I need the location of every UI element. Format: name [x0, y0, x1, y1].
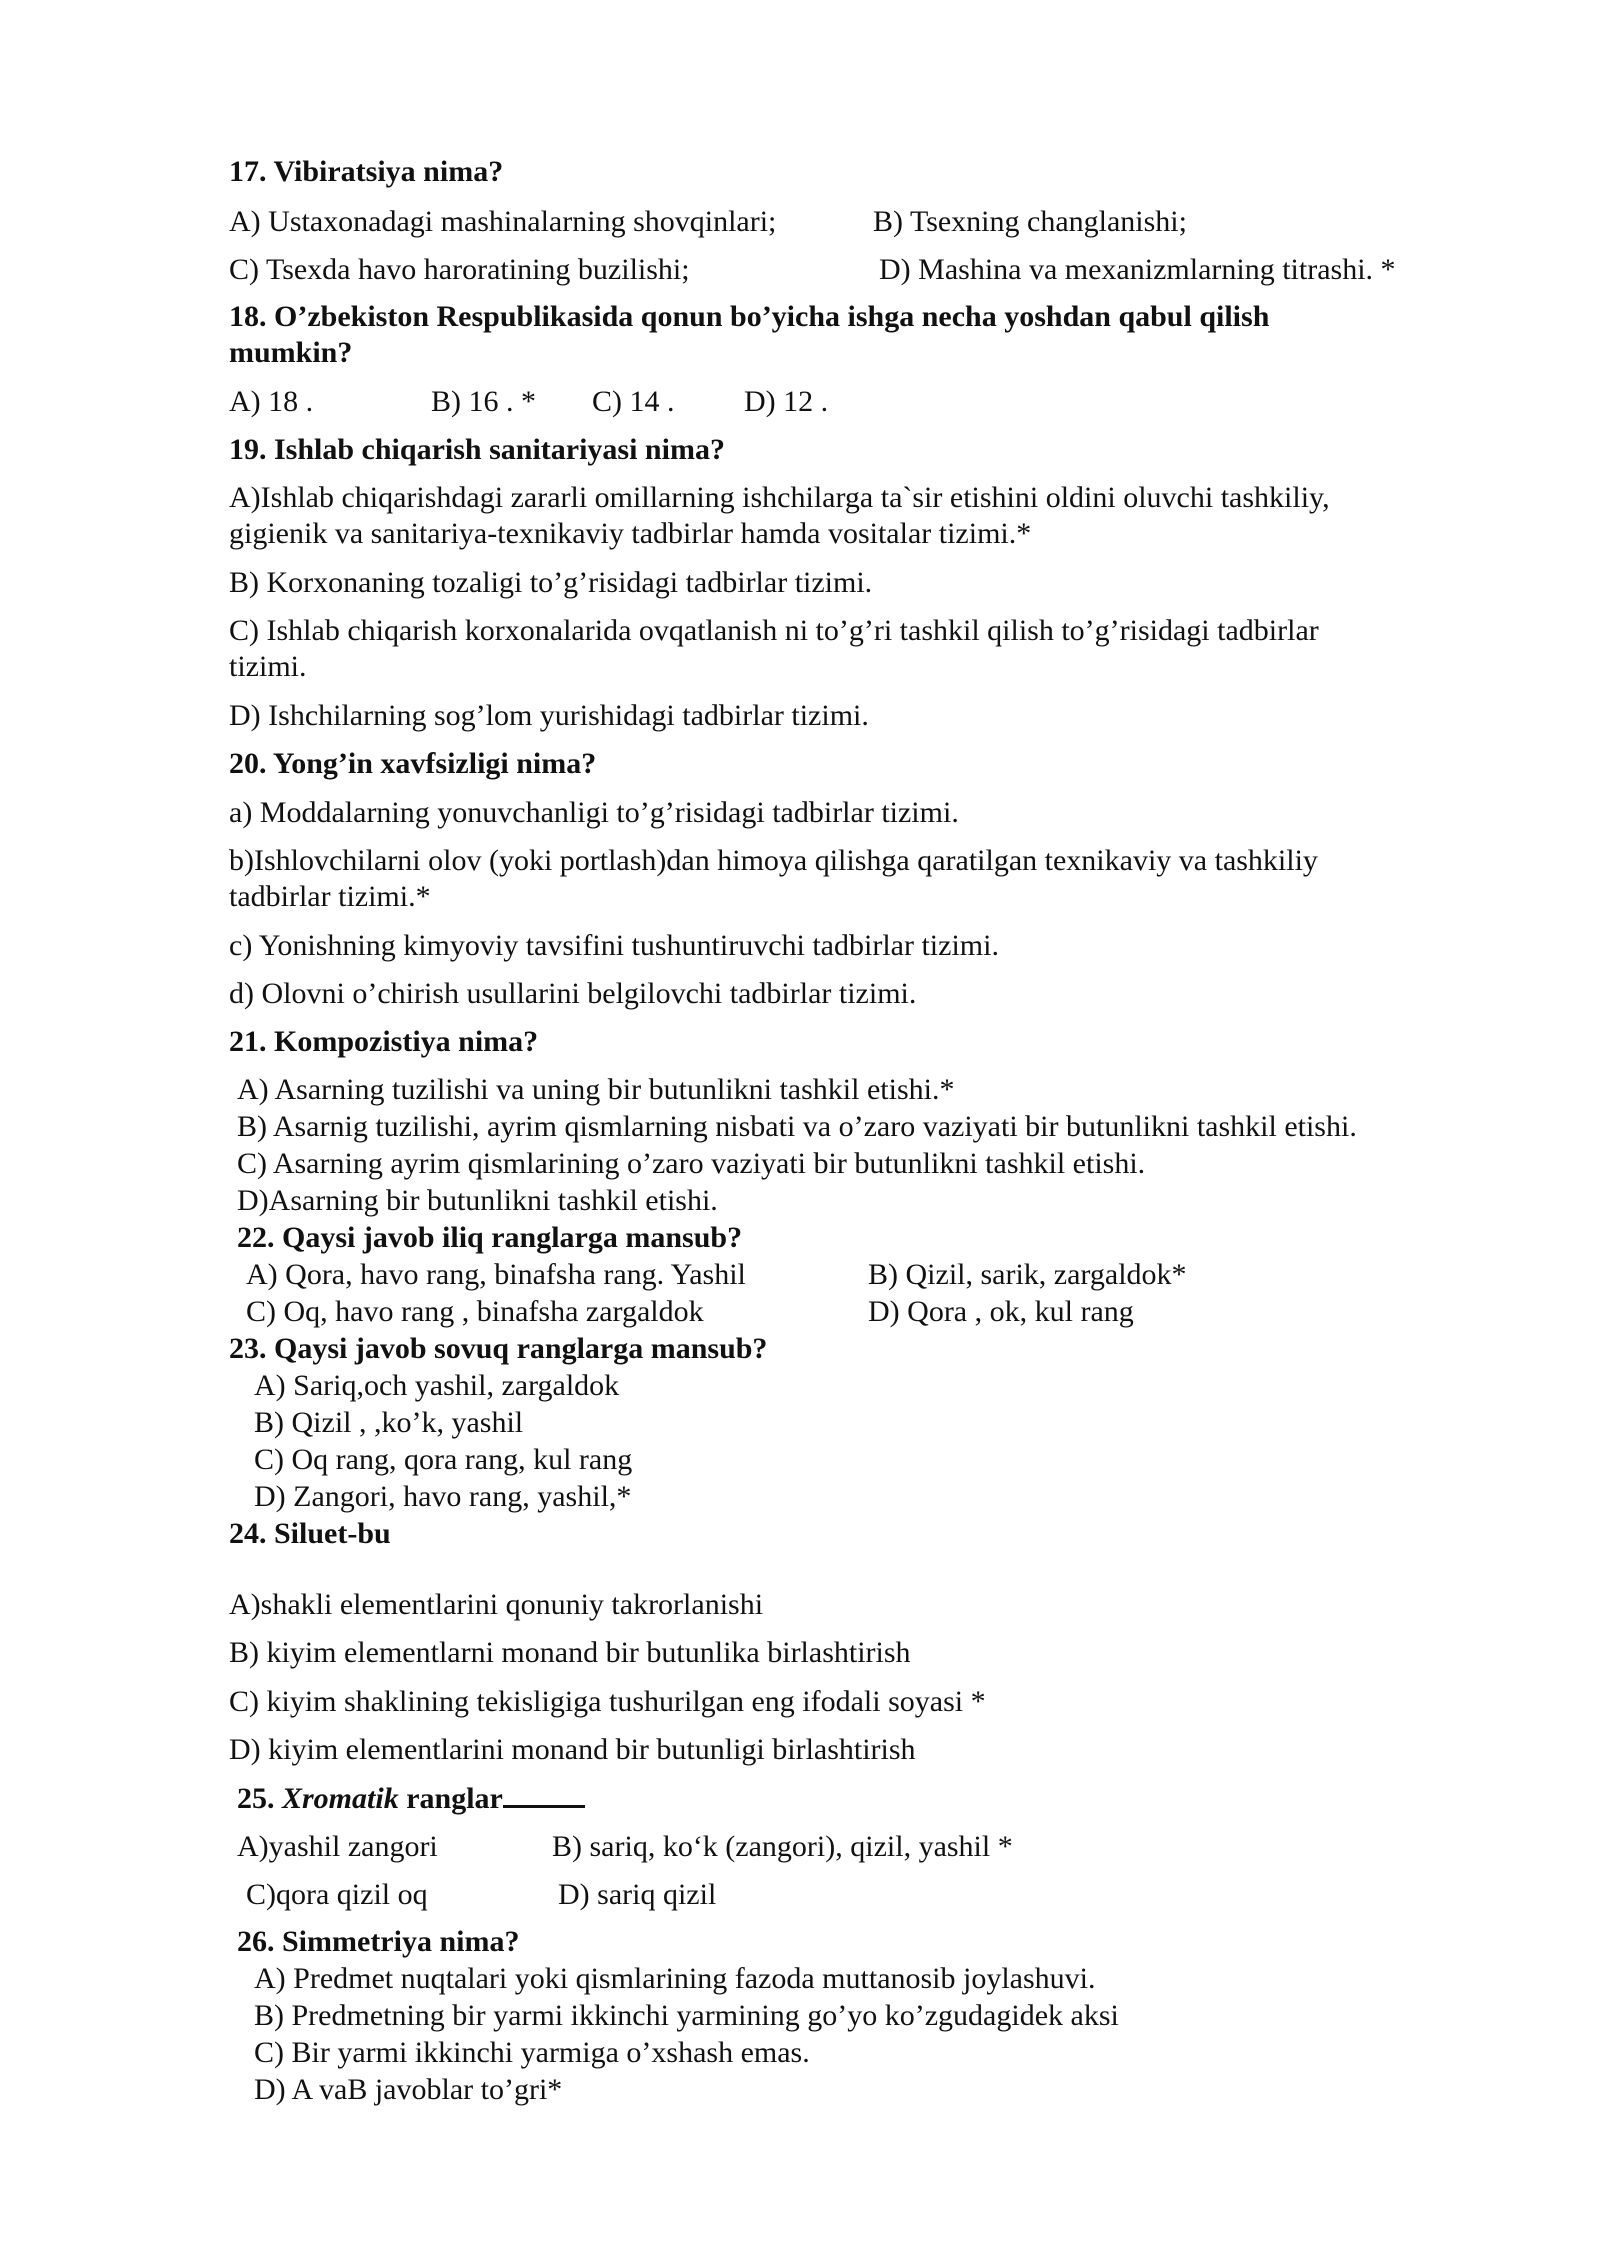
question-19-option-a-line2: gigienik va sanitariya-texnikaviy tadbirlar hamda vositalar tizimi.*	[229, 517, 1032, 550]
question-23-option-c: C) Oq rang, qora rang, kul rang	[254, 1443, 633, 1476]
question-18-option-d: D) 12 .	[744, 385, 829, 418]
question-24-option-d: D) kiyim elementlarini monand bir butunligi birlashtirish	[229, 1733, 916, 1766]
question-24-title: 24. Siluet-bu	[229, 1517, 391, 1550]
question-18-title-line2: mumkin?	[229, 336, 353, 369]
question-26-option-b: B) Predmetning bir yarmi ikkinchi yarmining go’yo ko’zgudagidek aksi	[254, 1999, 1119, 2032]
question-23-option-b: B) Qizil , ,ko’k, yashil	[254, 1406, 524, 1439]
question-25-number: 25.	[237, 1782, 275, 1815]
question-21-title: 21. Kompozistiya nima?	[229, 1025, 539, 1058]
question-25-option-d: D) sariq qizil	[558, 1878, 717, 1911]
question-17-option-b: B) Tsexning changlanishi;	[873, 205, 1187, 238]
question-19-option-b: B) Korxonaning tozaligi to’g’risidagi tadbirlar tizimi.	[229, 566, 873, 599]
question-26-option-a: A) Predmet nuqtalari yoki qismlarining fazoda muttanosib joylashuvi.	[254, 1962, 1096, 1995]
question-21-option-d: D)Asarning bir butunlikni tashkil etishi.	[237, 1184, 718, 1217]
question-21-option-a: A) Asarning tuzilishi va uning bir butunlikni tashkil etishi.*	[237, 1073, 955, 1106]
question-26-option-c: C) Bir yarmi ikkinchi yarmiga o’xshash emas.	[254, 2036, 810, 2069]
question-20-title: 20. Yong’in xavfsizligi nima?	[229, 747, 597, 780]
question-20-option-c: c) Yonishning kimyoviy tavsifini tushuntiruvchi tadbirlar tizimi.	[229, 929, 999, 962]
question-17-option-c: C) Tsexda havo haroratining buzilishi;	[229, 253, 690, 286]
question-25-option-a: A)yashil zangori	[237, 1830, 438, 1863]
question-23-option-a: A) Sariq,och yashil, zargaldok	[254, 1369, 620, 1402]
question-24-option-a: A)shakli elementlarini qonuniy takrorlanishi	[229, 1588, 764, 1621]
question-19-option-a-line1: A)Ishlab chiqarishdagi zararli omillarning ishchilarga ta`sir etishini oldini oluvchi tashkiliy,	[229, 481, 1330, 514]
question-22-option-b: B) Qizil, sarik, zargaldok*	[868, 1258, 1187, 1291]
question-22-option-a: A) Qora, havo rang, binafsha rang. Yashil	[246, 1258, 746, 1291]
question-22-option-d: D) Qora , ok, kul rang	[868, 1295, 1134, 1328]
question-17-title: 17. Vibiratsiya nima?	[229, 155, 504, 188]
question-25-italic-word: Xromatik	[282, 1782, 399, 1815]
question-21-option-c: C) Asarning ayrim qismlarining o’zaro vaziyati bir butunlikni tashkil etishi.	[237, 1147, 1146, 1180]
question-25-option-c: C)qora qizil oq	[246, 1878, 428, 1911]
question-19-title: 19. Ishlab chiqarish sanitariyasi nima?	[229, 433, 725, 466]
question-18-option-c: C) 14 .	[592, 385, 675, 418]
question-24-option-b: B) kiyim elementlarni monand bir butunlika birlashtirish	[229, 1636, 911, 1669]
question-26-title: 26. Simmetriya nima?	[237, 1925, 520, 1958]
question-23-title: 23. Qaysi javob sovuq ranglarga mansub?	[229, 1332, 768, 1365]
question-23-option-d: D) Zangori, havo rang, yashil,*	[254, 1480, 632, 1513]
question-24-option-c: C) kiyim shaklining tekisligiga tushurilgan eng ifodali soyasi *	[229, 1685, 986, 1718]
question-25-blank-line	[503, 1781, 585, 1808]
question-17-option-d: D) Mashina va mexanizmlarning titrashi. *	[879, 253, 1396, 286]
question-21-option-b: B) Asarnig tuzilishi, ayrim qismlarning nisbati va o’zaro vaziyati bir butunlikni tashkil etishi.	[237, 1110, 1357, 1143]
question-20-option-b-line1: b)Ishlovchilarni olov (yoki portlash)dan himoya qilishga qaratilgan texnikaviy va tashkiliy	[229, 844, 1318, 877]
question-19-option-c-line1: C) Ishlab chiqarish korxonalarida ovqatlanish ni to’g’ri tashkil qilish to’g’risidagi tadbirlar	[229, 614, 1319, 647]
question-22-option-c: C) Oq, havo rang , binafsha zargaldok	[246, 1295, 704, 1328]
question-20-option-b-line2: tadbirlar tizimi.*	[229, 880, 431, 913]
question-18-option-a: A) 18 .	[229, 385, 314, 418]
question-17-option-a: A) Ustaxonadagi mashinalarning shovqinlari;	[229, 205, 777, 238]
question-19-option-c-line2: tizimi.	[229, 650, 307, 683]
question-25-rest: ranglar	[406, 1782, 503, 1815]
question-25-title	[237, 1780, 585, 1817]
question-26-option-d: D) A vaB javoblar to’gri*	[254, 2073, 563, 2106]
question-19-option-d: D) Ishchilarning sog’lom yurishidagi tadbirlar tizimi.	[229, 699, 869, 732]
question-22-title: 22. Qaysi javob iliq ranglarga mansub?	[237, 1221, 743, 1254]
question-20-option-d: d) Olovni o’chirish usullarini belgilovchi tadbirlar tizimi.	[229, 977, 917, 1010]
question-18-title-line1: 18. O’zbekiston Respublikasida qonun bo’yicha ishga necha yoshdan qabul qilish	[229, 300, 1270, 333]
question-25-option-b: B) sariq, ko‘k (zangori), qizil, yashil *	[552, 1830, 1013, 1863]
question-20-option-a: a) Moddalarning yonuvchanligi to’g’risidagi tadbirlar tizimi.	[229, 796, 959, 829]
question-18-option-b: B) 16 . *	[431, 385, 536, 418]
